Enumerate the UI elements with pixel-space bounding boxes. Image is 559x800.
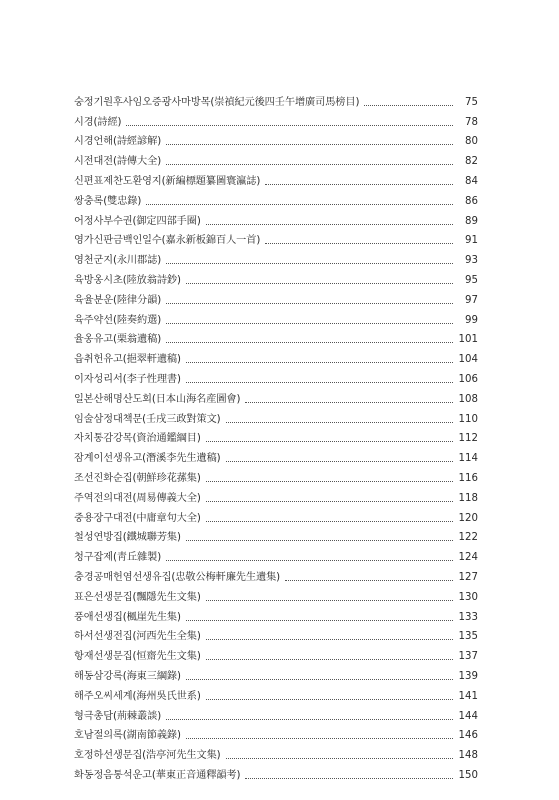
entry-page-number: 80 xyxy=(465,136,478,148)
entry-title: 주역전의대전(周易傳義大全) xyxy=(74,492,201,504)
entry-title: 철성연방집(鐵城聯芳集) xyxy=(74,532,181,544)
entry-page-number: 97 xyxy=(465,294,478,306)
entry-title: 일본산해명산도회(日本山海名産圖會) xyxy=(74,393,241,405)
entry-title: 시경언해(詩經諺解) xyxy=(74,136,162,148)
entry-title: 하서선생전집(河西先生全集) xyxy=(74,631,201,643)
entry-page-number: 95 xyxy=(465,274,478,286)
dot-leader xyxy=(206,600,453,601)
toc-entry xyxy=(74,525,478,545)
entry-title: 육주약선(陸奏約選) xyxy=(74,314,162,326)
entry-title: 자치통감강목(資治通鑑綱目) xyxy=(74,433,201,445)
toc-entry xyxy=(74,762,478,782)
dot-leader xyxy=(186,362,453,363)
dot-leader xyxy=(166,303,453,304)
toc-entry xyxy=(74,544,478,564)
toc-entry xyxy=(74,604,478,624)
entry-page-number: 106 xyxy=(458,373,478,385)
dot-leader xyxy=(186,540,453,541)
entry-title: 쌍충록(雙忠錄) xyxy=(74,195,142,207)
toc-entry xyxy=(74,564,478,584)
dot-leader xyxy=(206,699,453,700)
entry-page-number: 104 xyxy=(458,354,478,366)
dot-leader xyxy=(166,164,453,165)
toc-entry xyxy=(74,723,478,743)
dot-leader xyxy=(206,441,453,442)
entry-title: 육방옹시초(陸放翁詩鈔) xyxy=(74,274,181,286)
entry-title: 잠계이선생유고(潛溪李先生遺稿) xyxy=(74,453,221,465)
entry-page-number: 89 xyxy=(465,215,478,227)
toc-entry xyxy=(74,663,478,683)
toc-entry xyxy=(74,247,478,267)
toc-entry xyxy=(74,445,478,465)
dot-leader xyxy=(166,342,453,343)
entry-page-number: 144 xyxy=(458,710,478,722)
toc-entry xyxy=(74,148,478,168)
toc-entry xyxy=(74,267,478,287)
dot-leader xyxy=(186,382,453,383)
dot-leader xyxy=(226,758,453,759)
entry-title: 항재선생문집(恒齋先生文集) xyxy=(74,651,201,663)
dot-leader xyxy=(245,402,453,403)
entry-page-number: 86 xyxy=(465,195,478,207)
dot-leader xyxy=(206,639,453,640)
dot-leader xyxy=(166,719,453,720)
toc-entry xyxy=(74,485,478,505)
toc-entry xyxy=(74,307,478,327)
entry-title: 어정사부수권(御定四部手圈) xyxy=(74,215,201,227)
toc-entry xyxy=(74,346,478,366)
entry-page-number: 135 xyxy=(458,631,478,643)
toc-entry xyxy=(74,643,478,663)
entry-page-number: 112 xyxy=(458,433,478,445)
dot-leader xyxy=(186,620,453,621)
toc-entry xyxy=(74,683,478,703)
entry-page-number: 91 xyxy=(465,235,478,247)
toc-entry xyxy=(74,366,478,386)
entry-page-number: 93 xyxy=(465,255,478,267)
toc-entry xyxy=(74,228,478,248)
entry-title: 조선진화순집(朝鮮珍花蓀集) xyxy=(74,472,201,484)
entry-title: 율옹유고(栗翁遺稿) xyxy=(74,334,162,346)
toc-entry xyxy=(74,426,478,446)
entry-title: 이자성리서(李子性理書) xyxy=(74,373,181,385)
entry-title: 표은선생문집(飄隱先生文集) xyxy=(74,591,201,603)
entry-title: 청구잡제(靑丘雜製) xyxy=(74,552,162,564)
dot-leader xyxy=(206,659,453,660)
entry-page-number: 118 xyxy=(458,492,478,504)
entry-page-number: 82 xyxy=(465,156,478,168)
toc-entry xyxy=(74,624,478,644)
entry-page-number: 108 xyxy=(458,393,478,405)
entry-page-number: 130 xyxy=(458,591,478,603)
entry-page-number: 78 xyxy=(465,116,478,128)
toc-entry xyxy=(74,188,478,208)
dot-leader xyxy=(166,560,453,561)
dot-leader xyxy=(206,481,453,482)
entry-title: 충경공매헌염선생유집(忠敬公梅軒廉先生遺集) xyxy=(74,571,281,583)
entry-page-number: 122 xyxy=(458,532,478,544)
entry-title: 숭정기원후사임오증광사마방목(崇禎紀元後四壬午增廣司馬榜目) xyxy=(74,96,360,108)
entry-page-number: 141 xyxy=(458,690,478,702)
dot-leader xyxy=(166,144,453,145)
entry-title: 영가신판금백인일수(嘉永新板錦百人一首) xyxy=(74,235,261,247)
entry-page-number: 114 xyxy=(458,453,478,465)
toc-entry xyxy=(74,584,478,604)
dot-leader xyxy=(146,204,453,205)
entry-title: 읍취헌유고(挹翠軒遺稿) xyxy=(74,354,181,366)
entry-title: 호정하선생문집(浩亭河先生文集) xyxy=(74,750,221,762)
entry-page-number: 75 xyxy=(465,96,478,108)
entry-page-number: 139 xyxy=(458,670,478,682)
entry-page-number: 146 xyxy=(458,730,478,742)
toc-entry xyxy=(74,208,478,228)
dot-leader xyxy=(206,521,453,522)
dot-leader xyxy=(186,738,453,739)
entry-page-number: 120 xyxy=(458,512,478,524)
entry-page-number: 84 xyxy=(465,175,478,187)
toc-entry xyxy=(74,465,478,485)
entry-title: 육율분운(陸律分韻) xyxy=(74,294,162,306)
entry-page-number: 124 xyxy=(458,552,478,564)
toc-entry xyxy=(74,129,478,149)
toc-entry xyxy=(74,168,478,188)
entry-page-number: 137 xyxy=(458,651,478,663)
toc-entry xyxy=(74,703,478,723)
toc-entry xyxy=(74,386,478,406)
entry-page-number: 127 xyxy=(458,571,478,583)
entry-page-number: 116 xyxy=(458,472,478,484)
entry-page-number: 99 xyxy=(465,314,478,326)
entry-title: 임술삼정대책문(壬戌三政對策文) xyxy=(74,413,221,425)
toc-entry xyxy=(74,327,478,347)
entry-page-number: 148 xyxy=(458,750,478,762)
dot-leader xyxy=(265,184,453,185)
toc-entry xyxy=(74,109,478,129)
entry-title: 형극총담(荊棘叢談) xyxy=(74,710,162,722)
entry-title: 화동정음통석운고(華東正音通釋韻考) xyxy=(74,769,241,781)
entry-title: 시경(詩經) xyxy=(74,116,122,128)
dot-leader xyxy=(206,501,453,502)
dot-leader xyxy=(265,243,453,244)
entry-title: 중용장구대전(中庸章句大全) xyxy=(74,512,201,524)
entry-title: 신편표제찬도환영지(新編標題纂圖寰瀛誌) xyxy=(74,175,261,187)
dot-leader xyxy=(226,461,453,462)
entry-title: 해동삼강록(海東三綱錄) xyxy=(74,670,181,682)
dot-leader xyxy=(126,125,453,126)
entry-page-number: 110 xyxy=(458,413,478,425)
entry-page-number: 101 xyxy=(458,334,478,346)
entry-page-number: 150 xyxy=(458,769,478,781)
entry-page-number: 133 xyxy=(458,611,478,623)
toc-entry xyxy=(74,89,478,109)
toc-entry xyxy=(74,406,478,426)
entry-title: 호남절의록(湖南節義錄) xyxy=(74,730,181,742)
dot-leader xyxy=(226,422,453,423)
dot-leader xyxy=(206,224,453,225)
dot-leader xyxy=(364,105,453,106)
dot-leader xyxy=(186,283,453,284)
table-of-contents xyxy=(74,89,478,782)
toc-entry xyxy=(74,505,478,525)
entry-title: 해주오씨세계(海州吳氏世系) xyxy=(74,690,201,702)
dot-leader xyxy=(245,778,453,779)
toc-entry xyxy=(74,742,478,762)
toc-entry xyxy=(74,287,478,307)
dot-leader xyxy=(166,263,453,264)
dot-leader xyxy=(285,580,453,581)
dot-leader xyxy=(186,679,453,680)
entry-title: 시전대전(詩傳大全) xyxy=(74,156,162,168)
dot-leader xyxy=(166,323,453,324)
entry-title: 풍애선생집(楓崖先生集) xyxy=(74,611,181,623)
entry-title: 영천군지(永川郡誌) xyxy=(74,255,162,267)
